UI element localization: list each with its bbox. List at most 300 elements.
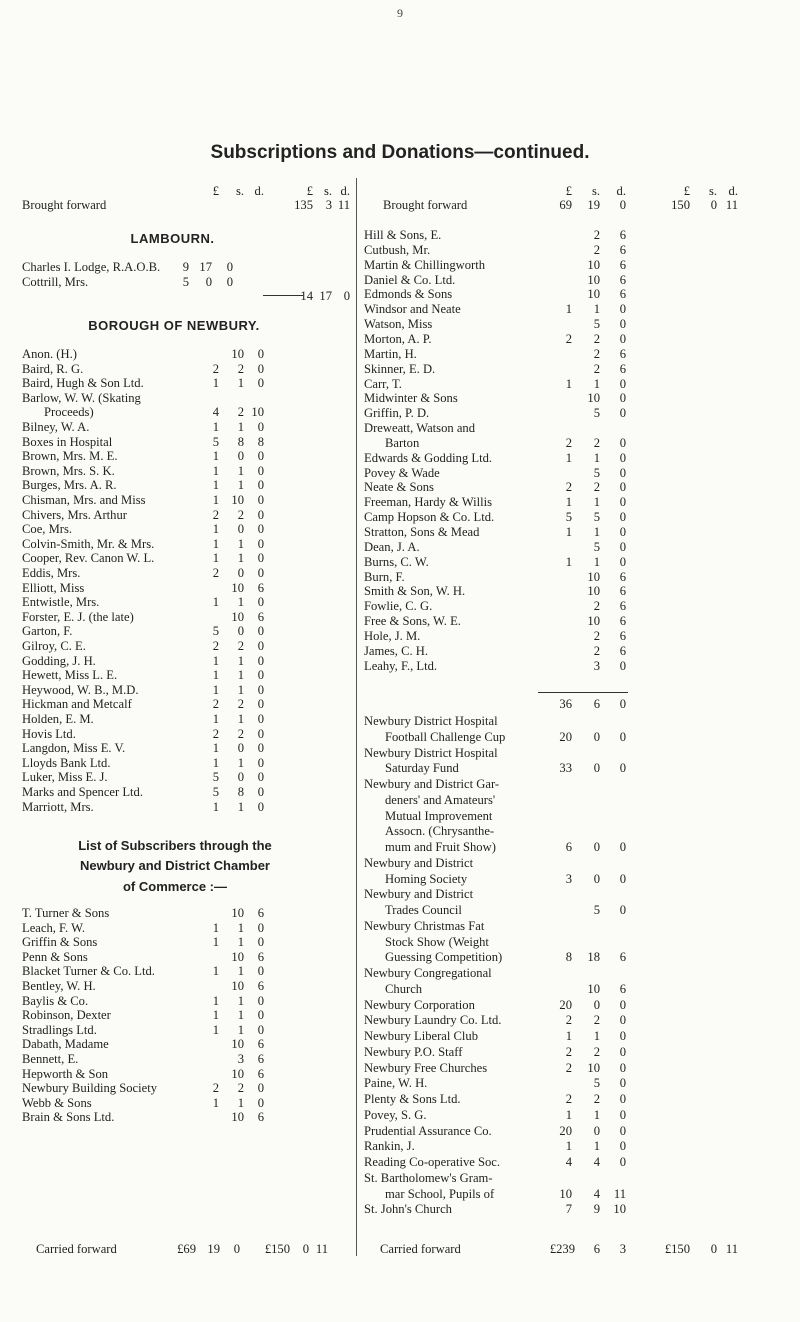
list-item-name: Morton, A. P.: [364, 331, 432, 346]
list-item-amount-shillings: 10: [231, 949, 244, 964]
list-item-amount-shillings: 10: [231, 493, 244, 507]
list-item-amount-pounds: 5: [212, 785, 219, 799]
brought-forward-label: Brought forward: [383, 198, 468, 212]
carried-forward-amount-pence: 0: [233, 1242, 240, 1256]
list-item-amount-pence: 0: [619, 302, 626, 317]
list-item-amount-pounds: 2: [565, 1013, 572, 1028]
list-item-name: St. John's Church: [364, 1202, 452, 1217]
list-item-amount-pence: 0: [257, 347, 264, 361]
list-item-amount-pence: 0: [257, 770, 264, 785]
section-heading-newbury: BOROUGH OF NEWBURY.: [88, 318, 260, 333]
list-item-amount-pence: 0: [619, 1076, 626, 1091]
list-item-amount-shillings: 0: [237, 449, 244, 464]
list-item-amount-pence: 0: [619, 1092, 626, 1106]
list-item-amount-pence: 0: [619, 539, 626, 554]
list-item-name: Newbury Liberal Club: [364, 1029, 479, 1043]
list-item-amount-pence: 0: [257, 697, 264, 712]
list-item-amount-shillings: 10: [587, 257, 600, 272]
list-item-amount-pence: 0: [619, 435, 626, 450]
list-item-amount-shillings: 1: [593, 495, 600, 510]
list-item-name: Baird, Hugh & Son Ltd.: [22, 376, 144, 391]
list-item-amount-shillings: 8: [237, 785, 244, 799]
list-item-name: Freeman, Hardy & Willis: [364, 495, 492, 510]
list-item-amount-pence: 0: [619, 658, 626, 673]
list-item-name: Dabath, Madame: [22, 1037, 109, 1052]
list-item-amount-pence: 0: [619, 554, 626, 569]
list-item-amount-shillings: 5: [593, 510, 600, 525]
brought-forward-total-pence: 11: [337, 198, 350, 212]
column-header-r-h-d2: d.: [728, 184, 738, 198]
list-item-amount-shillings: 2: [237, 697, 244, 712]
chamber-heading-line2: Newbury and District Chamber: [80, 858, 270, 873]
page-title: Subscriptions and Donations—continued.: [210, 142, 590, 163]
list-item-amount-pounds: 1: [565, 1139, 572, 1154]
list-item-amount-pounds: 20: [559, 729, 572, 744]
list-item-amount-pounds: 1: [212, 595, 219, 610]
list-item-amount-shillings: 0: [237, 522, 244, 537]
list-item-name: Hepworth & Son: [22, 1066, 109, 1081]
list-item-name: Blacket Turner & Co. Ltd.: [22, 964, 155, 979]
list-item-amount-pence: 6: [619, 950, 626, 965]
list-item-name: Skinner, E. D.: [364, 361, 436, 376]
carried-forward-amount-pounds: £69: [177, 1242, 196, 1256]
list-item-name: Brown, Mrs. M. E.: [22, 449, 118, 464]
list-item-amount-pounds: 2: [565, 435, 572, 450]
list-item-amount-shillings: 1: [593, 376, 600, 391]
list-item-name: Bentley, W. H.: [22, 979, 96, 993]
subtotal-amount-pounds: 36: [559, 697, 572, 711]
list-item-amount-pence: 6: [619, 228, 626, 242]
list-item-amount-pounds: 1: [212, 799, 219, 814]
list-item-amount-pounds: 2: [565, 1092, 572, 1106]
carried-forward-total-shillings: 0: [302, 1242, 309, 1256]
list-item-name: Heywood, W. B., M.D.: [22, 682, 139, 697]
list-item-amount-pence: 0: [257, 1008, 264, 1023]
list-item-amount-shillings: 10: [587, 1060, 600, 1075]
list-item-amount-shillings: 1: [593, 1029, 600, 1043]
chamber-heading-line1: List of Subscribers through the: [78, 838, 272, 853]
list-item-amount-shillings: 0: [237, 624, 244, 639]
list-item-amount-pence: 6: [619, 346, 626, 361]
list-item-amount-pence: 6: [619, 361, 626, 376]
list-item-amount-pence: 0: [257, 507, 264, 522]
list-item-name: Brown, Mrs. S. K.: [22, 463, 115, 478]
list-item-name: mum and Fruit Show): [385, 840, 496, 854]
list-item-amount-shillings: 0: [593, 729, 600, 744]
list-item-amount-shillings: 2: [237, 639, 244, 653]
list-item-amount-shillings: 1: [237, 653, 244, 668]
carried-forward-label: Carried forward: [36, 1242, 117, 1256]
list-item-amount-pounds: 1: [212, 741, 219, 756]
list-item-name: Webb & Sons: [22, 1095, 92, 1110]
list-item-amount-pounds: 8: [565, 950, 572, 965]
brought-forward-amount-pence: 0: [619, 198, 626, 212]
list-item-amount-pence: 6: [619, 981, 626, 996]
list-item-amount-pence: 0: [619, 1123, 626, 1138]
list-item-amount-pence: 0: [619, 406, 626, 421]
carried-forward-amount-shillings: 19: [207, 1242, 220, 1256]
list-item-name: Newbury District Hospital: [364, 714, 498, 728]
list-item-name: Stradlings Ltd.: [22, 1022, 97, 1037]
list-item-amount-pounds: 1: [212, 682, 219, 697]
list-item-amount-shillings: 1: [237, 1022, 244, 1037]
list-item-name: Forster, E. J. (the late): [22, 609, 134, 624]
list-item-amount-pounds: 1: [212, 463, 219, 478]
list-item-name: Chivers, Mrs. Arthur: [22, 507, 127, 522]
list-item-amount-pence: 10: [613, 1202, 626, 1217]
list-item-amount-pence: 6: [619, 569, 626, 584]
list-item-amount-pounds: 6: [565, 840, 572, 854]
list-item-amount-pence: 6: [619, 584, 626, 599]
list-item-amount-shillings: 10: [231, 1066, 244, 1081]
list-item-name: Newbury and District: [364, 855, 474, 870]
list-item-amount-pence: 0: [257, 712, 264, 726]
list-item-name: Midwinter & Sons: [364, 391, 458, 406]
list-item-amount-pence: 6: [257, 949, 264, 964]
list-item-name: Assocn. (Chrysanthe-: [385, 824, 495, 839]
list-item-amount-pence: 0: [257, 551, 264, 566]
list-item-amount-shillings: 17: [199, 260, 212, 274]
list-item-name: Baird, R. G.: [22, 361, 84, 376]
list-item-name: Barlow, W. W. (Skating: [22, 390, 141, 405]
list-item-amount-shillings: 1: [237, 595, 244, 610]
list-item-amount-shillings: 10: [587, 391, 600, 406]
list-item-name: Trades Council: [385, 903, 462, 917]
list-item-amount-pence: 0: [619, 1013, 626, 1028]
list-item-amount-shillings: 1: [237, 920, 244, 935]
list-item-amount-shillings: 10: [587, 272, 600, 287]
column-header-r-h-pound: £: [565, 184, 572, 198]
list-item-amount-pounds: 1: [212, 935, 219, 950]
list-item-name: Stock Show (Weight: [385, 934, 489, 949]
list-item-amount-shillings: 5: [593, 903, 600, 917]
list-item-amount-pounds: 2: [565, 331, 572, 346]
list-item-name: Brain & Sons Ltd.: [22, 1110, 115, 1125]
list-item-name: Football Challenge Cup: [385, 729, 506, 744]
list-item-amount-shillings: 10: [587, 287, 600, 302]
list-item-name: Povey & Wade: [364, 465, 440, 480]
list-item-name: Boxes in Hospital: [22, 434, 113, 449]
list-item-amount-shillings: 2: [593, 643, 600, 658]
list-item-amount-pence: 6: [619, 287, 626, 302]
list-item-name: Coe, Mrs.: [22, 522, 73, 537]
list-item-amount-shillings: 2: [593, 435, 600, 450]
list-item-amount-shillings: 1: [593, 1139, 600, 1154]
list-item-amount-shillings: 2: [237, 405, 244, 420]
list-item-name: Cutbush, Mr.: [364, 242, 431, 257]
list-item-amount-pence: 0: [257, 624, 264, 639]
brought-forward-total-pounds: 135: [294, 198, 313, 212]
list-item-amount-pounds: 1: [565, 525, 572, 539]
list-item-amount-shillings: 10: [231, 979, 244, 993]
list-item-amount-pence: 0: [619, 761, 626, 776]
list-item-amount-shillings: 0: [205, 274, 212, 289]
list-item-name: Hill & Sons, E.: [364, 228, 442, 242]
list-item-name: Holden, E. M.: [22, 712, 94, 726]
list-item-amount-shillings: 1: [593, 1107, 600, 1122]
list-item-amount-pounds: 3: [565, 871, 572, 886]
list-item-name: Newbury P.O. Staff: [364, 1044, 463, 1059]
list-item-amount-pence: 6: [257, 906, 264, 920]
list-item-name: Homing Society: [385, 871, 468, 886]
list-item-name: Penn & Sons: [22, 949, 88, 964]
list-item-amount-shillings: 0: [593, 761, 600, 776]
list-item-amount-pounds: 1: [212, 653, 219, 668]
list-item-amount-pounds: 2: [212, 507, 219, 522]
list-item-amount-shillings: 2: [593, 1092, 600, 1106]
list-item-amount-pence: 0: [619, 1107, 626, 1122]
list-item-amount-shillings: 1: [237, 536, 244, 551]
list-item-name: Church: [385, 981, 423, 996]
list-item-amount-pence: 0: [619, 1029, 626, 1043]
list-item-amount-pence: 0: [619, 525, 626, 539]
list-item-name: Hickman and Metcalf: [22, 697, 132, 712]
list-item-amount-pence: 0: [257, 785, 264, 799]
list-item-name: Charles I. Lodge, R.A.O.B.: [22, 260, 161, 274]
list-item-name: St. Bartholomew's Gram-: [364, 1170, 493, 1185]
list-item-amount-shillings: 2: [593, 628, 600, 643]
list-item-amount-shillings: 5: [593, 539, 600, 554]
list-item-amount-pounds: 1: [212, 478, 219, 493]
list-item-amount-pounds: 7: [565, 1202, 572, 1217]
list-item-amount-pence: 6: [619, 257, 626, 272]
list-item-amount-shillings: 1: [237, 755, 244, 770]
list-item-name: Barton: [385, 435, 420, 450]
list-item-amount-pounds: 1: [212, 1008, 219, 1023]
column-header-l-h-d: d.: [254, 184, 264, 198]
brought-forward-total-shillings: 0: [710, 198, 717, 212]
list-item-amount-pence: 10: [251, 405, 264, 420]
list-item-amount-pounds: 1: [212, 1022, 219, 1037]
list-item-amount-shillings: 1: [593, 450, 600, 465]
list-item-amount-pounds: 1: [565, 302, 572, 317]
list-item-amount-pence: 0: [257, 376, 264, 391]
list-item-amount-shillings: 2: [593, 599, 600, 614]
list-item-amount-shillings: 10: [231, 906, 244, 920]
list-item-name: Langdon, Miss E. V.: [22, 741, 126, 756]
list-item-name: Griffin, P. D.: [364, 406, 430, 421]
list-item-amount-pence: 6: [619, 599, 626, 614]
list-item-amount-shillings: 3: [237, 1052, 244, 1066]
list-item-amount-pounds: 10: [559, 1186, 572, 1201]
list-item-name: Dean, J. A.: [364, 539, 420, 554]
list-item-amount-pence: 6: [619, 242, 626, 257]
list-item-amount-pence: 0: [619, 997, 626, 1012]
list-item-amount-pence: 0: [619, 729, 626, 744]
list-item-amount-pounds: 5: [565, 510, 572, 525]
list-item-name: Neate & Sons: [364, 480, 434, 495]
list-item-amount-pence: 0: [619, 510, 626, 525]
list-item-amount-shillings: 2: [593, 1044, 600, 1059]
column-header-l-h-s: s.: [235, 184, 244, 198]
list-item-amount-shillings: 2: [593, 1013, 600, 1028]
carried-forward-total-pence: 11: [315, 1242, 328, 1256]
list-item-name: Leach, F. W.: [22, 920, 85, 935]
list-item-amount-pounds: 1: [565, 554, 572, 569]
list-item-amount-pence: 0: [257, 993, 264, 1008]
list-item-amount-shillings: 1: [237, 799, 244, 814]
list-item-amount-pence: 0: [257, 361, 264, 376]
carried-forward-total-pence: 11: [725, 1242, 738, 1256]
list-item-amount-pence: 6: [257, 979, 264, 993]
list-item-amount-pounds: 4: [565, 1155, 572, 1169]
brought-forward-amount-shillings: 19: [587, 198, 600, 212]
list-item-amount-shillings: 1: [593, 554, 600, 569]
list-item-amount-shillings: 5: [593, 465, 600, 480]
carried-forward-total-shillings: 0: [710, 1242, 717, 1256]
list-item-amount-shillings: 1: [237, 478, 244, 493]
list-item-amount-pence: 6: [619, 272, 626, 287]
list-item-amount-pence: 0: [257, 522, 264, 537]
list-item-amount-shillings: 10: [587, 569, 600, 584]
brought-forward-total-pounds: 150: [671, 198, 690, 212]
list-item-amount-pence: 6: [257, 609, 264, 624]
list-item-name: Burns, C. W.: [364, 554, 429, 569]
list-item-name: Luker, Miss E. J.: [22, 770, 108, 785]
list-item-amount-shillings: 2: [237, 507, 244, 522]
list-item-name: Leahy, F., Ltd.: [364, 658, 438, 673]
list-item-amount-shillings: 3: [593, 658, 600, 673]
list-item-amount-pence: 0: [257, 920, 264, 935]
list-item-amount-shillings: 2: [593, 480, 600, 495]
list-item-name: Cottrill, Mrs.: [22, 274, 89, 289]
list-item-amount-shillings: 1: [237, 420, 244, 434]
list-item-amount-shillings: 4: [593, 1186, 600, 1201]
list-item-name: Newbury District Hospital: [364, 745, 498, 760]
list-item-amount-pounds: 1: [212, 522, 219, 537]
column-header-l-h-d2: d.: [340, 184, 350, 198]
list-item-amount-shillings: 2: [593, 331, 600, 346]
list-item-amount-pounds: 1: [565, 495, 572, 510]
list-item-amount-pounds: 2: [212, 1081, 219, 1096]
subtotal-amount-pence: 0: [619, 697, 626, 711]
list-item-amount-pence: 0: [257, 420, 264, 434]
list-item-amount-pence: 0: [257, 682, 264, 697]
list-item-amount-pence: 0: [619, 840, 626, 854]
list-item-amount-pence: 0: [257, 935, 264, 950]
list-item-name: Entwistle, Mrs.: [22, 595, 100, 610]
list-item-amount-shillings: 1: [237, 463, 244, 478]
carried-forward-total-pounds: £150: [264, 1242, 290, 1256]
list-item-amount-pence: 0: [257, 595, 264, 610]
list-item-name: James, C. H.: [364, 643, 429, 658]
carried-forward-amount-shillings: 6: [593, 1242, 600, 1256]
list-item-amount-shillings: 9: [593, 1202, 600, 1217]
list-item-name: Camp Hopson & Co. Ltd.: [364, 510, 495, 525]
list-item-amount-pence: 6: [619, 643, 626, 658]
list-item-amount-pounds: 2: [212, 697, 219, 712]
brought-forward-total-pence: 11: [725, 198, 738, 212]
list-item-amount-pence: 0: [257, 668, 264, 683]
list-item-name: Reading Co-operative Soc.: [364, 1155, 501, 1169]
brought-forward-total-shillings: 3: [325, 198, 332, 212]
list-item-name: Newbury Free Churches: [364, 1060, 488, 1075]
list-item-amount-shillings: 1: [237, 1095, 244, 1110]
list-item-name: Newbury Laundry Co. Ltd.: [364, 1013, 502, 1028]
list-item-amount-pounds: 2: [212, 726, 219, 741]
list-item-name: Edwards & Godding Ltd.: [364, 450, 493, 465]
list-item-amount-pence: 6: [257, 1037, 264, 1052]
list-item-amount-pounds: 20: [559, 1123, 572, 1138]
list-item-name: deners' and Amateurs': [385, 792, 496, 807]
list-item-amount-pence: 0: [619, 450, 626, 465]
list-item-amount-shillings: 10: [231, 609, 244, 624]
list-item-name: Garton, F.: [22, 624, 73, 639]
list-item-name: Robinson, Dexter: [22, 1008, 111, 1023]
list-item-name: Chisman, Mrs. and Miss: [22, 493, 146, 507]
list-item-amount-shillings: 2: [237, 726, 244, 741]
list-item-amount-shillings: 10: [231, 347, 244, 361]
list-item-amount-pence: 0: [257, 741, 264, 756]
carried-forward-label: Carried forward: [380, 1242, 461, 1256]
list-item-name: Carr, T.: [364, 376, 402, 391]
list-item-amount-shillings: 1: [237, 376, 244, 391]
list-item-name: Bilney, W. A.: [22, 420, 90, 434]
list-item-amount-pence: 0: [257, 463, 264, 478]
column-header-l-h-pound2: £: [306, 184, 313, 198]
list-item-name: Martin, H.: [364, 346, 417, 361]
list-item-amount-pounds: 1: [212, 1095, 219, 1110]
column-header-l-h-s2: s.: [323, 184, 332, 198]
list-item-amount-shillings: 5: [593, 317, 600, 332]
list-item-name: Free & Sons, W. E.: [364, 614, 461, 629]
list-item-amount-pounds: 1: [212, 964, 219, 979]
list-item-amount-pence: 0: [226, 274, 233, 289]
list-item-amount-pence: 0: [619, 317, 626, 332]
list-item-amount-pence: 0: [619, 1139, 626, 1154]
list-item-name: Newbury Corporation: [364, 997, 475, 1012]
list-item-amount-shillings: 10: [231, 1037, 244, 1052]
list-item-name: Watson, Miss: [364, 317, 433, 332]
list-item-amount-shillings: 1: [237, 682, 244, 697]
lambourn-total-shillings: 17: [319, 289, 332, 303]
list-item-amount-pence: 6: [257, 1052, 264, 1066]
list-item-amount-pounds: 9: [182, 260, 189, 274]
list-item-amount-pence: 0: [619, 871, 626, 886]
list-item-name: Godding, J. H.: [22, 653, 96, 668]
list-item-amount-pounds: 2: [212, 566, 219, 580]
list-item-amount-shillings: 0: [237, 566, 244, 580]
list-item-amount-pounds: 2: [212, 361, 219, 376]
column-header-r-h-pound2: £: [683, 184, 690, 198]
list-item-name: Bennett, E.: [22, 1052, 79, 1066]
list-item-amount-pounds: 1: [212, 551, 219, 566]
list-item-amount-shillings: 1: [237, 993, 244, 1008]
list-item-amount-shillings: 0: [237, 741, 244, 756]
carried-forward-amount-pence: 3: [619, 1242, 626, 1256]
list-item-amount-pounds: 33: [559, 761, 572, 776]
list-item-name: Newbury and District Gar-: [364, 777, 500, 791]
list-item-amount-pence: 6: [257, 1110, 264, 1125]
list-item-amount-pounds: 1: [565, 1107, 572, 1122]
list-item-amount-pence: 11: [613, 1186, 626, 1201]
lambourn-total-pence: 0: [343, 289, 350, 303]
list-item-amount-shillings: 2: [593, 346, 600, 361]
list-item-amount-pence: 0: [619, 465, 626, 480]
list-item-amount-pence: 6: [619, 628, 626, 643]
list-item-amount-pence: 0: [619, 391, 626, 406]
list-item-amount-pounds: 1: [565, 1029, 572, 1043]
list-item-amount-pence: 0: [226, 260, 233, 274]
list-item-name: Newbury and District: [364, 887, 474, 902]
list-item-amount-pounds: 5: [182, 274, 189, 289]
column-header-r-h-s2: s.: [708, 184, 717, 198]
list-item-amount-pence: 6: [619, 614, 626, 629]
list-item-name: Cooper, Rev. Canon W. L.: [22, 551, 155, 566]
list-item-amount-pence: 0: [257, 478, 264, 493]
list-item-name: Fowlie, C. G.: [364, 599, 433, 614]
list-item-amount-shillings: 1: [237, 935, 244, 950]
